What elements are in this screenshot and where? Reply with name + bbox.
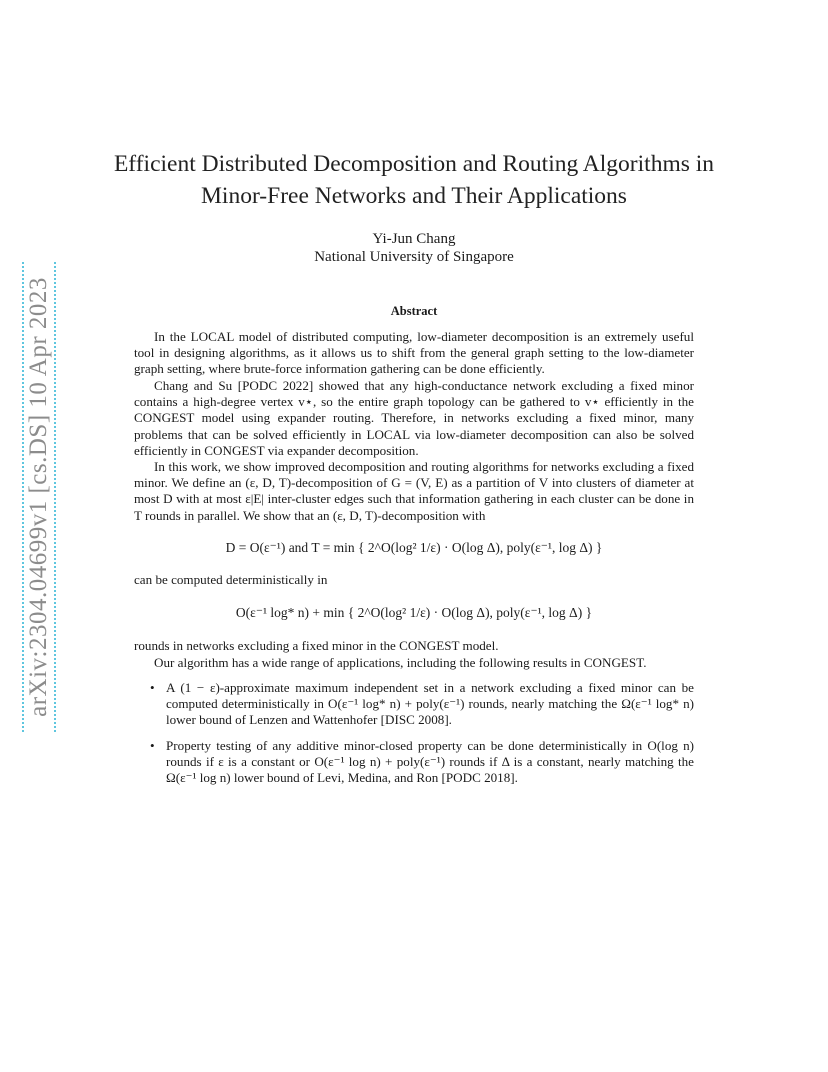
paper-title bbox=[80, 148, 748, 212]
list-item-text: A (1 − ε)-approximate maximum independent set in a network excluding a fixed minor can be computed deterministically in O(ε⁻¹ log* n) + poly(ε⁻¹) rounds, nearly matching the Ω(ε⁻¹ log* n) lower bound of Lenzen and Wattenhofer [DISC 2008]. bbox=[166, 680, 694, 728]
list-item bbox=[134, 738, 694, 787]
bullet-icon: • bbox=[150, 680, 155, 695]
abstract-paragraph-6: Our algorithm has a wide range of applications, including the following results in CONGEST. bbox=[154, 655, 647, 670]
arxiv-id: arXiv:2304.04699v1 [cs.DS] 10 Apr 2023 bbox=[25, 277, 52, 717]
abstract-paragraph-5: rounds in networks excluding a fixed minor in the CONGEST model. bbox=[134, 638, 499, 653]
list-item-text: Property testing of any additive minor-closed property can be done deterministically in O(log n) rounds if ε is a constant or O(ε⁻¹ log n) + poly(ε⁻¹) rounds if Δ is a constant, nearly matching the Ω(ε⁻¹ log n) lower bound of Levi, Medina, and Ron [PODC 2018]. bbox=[166, 737, 694, 786]
abstract-paragraph-3: In this work, we show improved decomposition and routing algorithms for networks excluding a fixed minor. We define an (ε, D, T)-decomposition of G = (V, E) as a partition of V into clusters of diameter at most D with at most ε|E| inter-cluster edges such that information gathering in each cluster can be done in T rounds in parallel. We show that an (ε, D, T)-decomposition with bbox=[134, 459, 694, 523]
abstract-paragraph-1: In the LOCAL model of distributed computing, low-diameter decomposition is an extremely useful tool in designing algorithms, as it allows us to shift from the general graph setting to the low-diameter graph setting, where brute-force information gathering can be done efficiently. bbox=[134, 329, 694, 377]
equation-2: O(ε⁻¹ log* n) + min { 2^O(log² 1/ε) · O(log Δ), poly(ε⁻¹, log Δ) } bbox=[235, 605, 593, 620]
title-line-1: Efficient Distributed Decomposition and Routing Algorithms in bbox=[113, 151, 715, 177]
arxiv-stamp bbox=[22, 262, 56, 732]
title-line-2: Minor-Free Networks and Their Applications bbox=[201, 183, 627, 209]
author-affiliation: National University of Singapore bbox=[314, 249, 514, 265]
author-name: Yi-Jun Chang bbox=[372, 231, 456, 247]
list-item bbox=[134, 680, 694, 729]
bullet-icon: • bbox=[150, 737, 155, 753]
equation-1: D = O(ε⁻¹) and T = min { 2^O(log² 1/ε) · O(log Δ), poly(ε⁻¹, log Δ) } bbox=[225, 540, 603, 555]
results-list bbox=[134, 680, 694, 795]
abstract-heading: Abstract bbox=[390, 304, 438, 318]
abstract-paragraph-2: Chang and Su [PODC 2022] showed that any high-conductance network excluding a fixed minor contains a high-degree vertex v⋆, so the entire graph topology can be gathered to v⋆ efficiently in the CONGEST model using expander routing. Therefore, in networks excluding a fixed minor, many problems that can be solved efficiently in LOCAL via low-diameter decomposition can also be solved efficiently in CONGEST via expander decomposition. bbox=[134, 378, 694, 458]
abstract-paragraph-4: can be computed deterministically in bbox=[134, 572, 328, 587]
